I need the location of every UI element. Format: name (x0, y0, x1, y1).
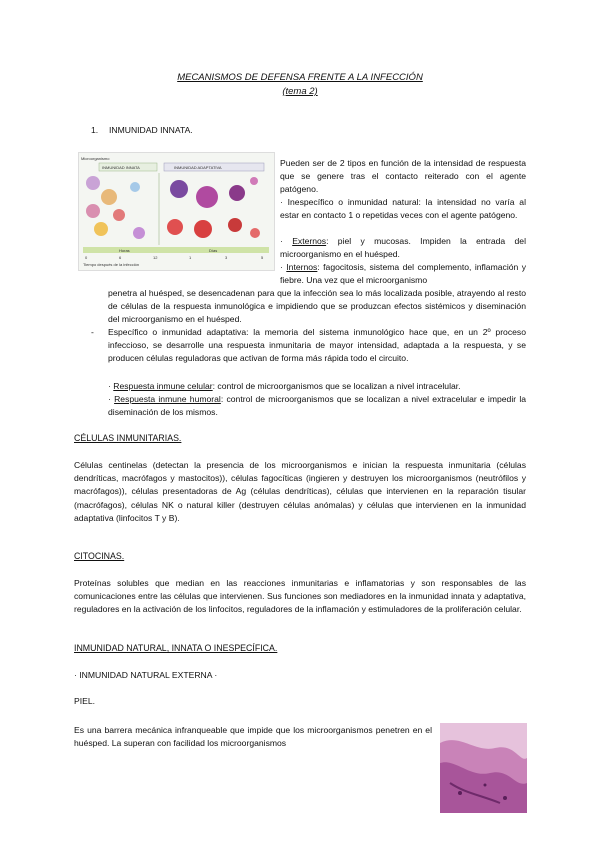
document-subtitle: (tema 2) (282, 86, 318, 97)
immunity-timeline-graphic (79, 153, 274, 270)
celulas-heading: CÉLULAS INMUNITARIAS. (74, 433, 182, 443)
externos-text: : piel y mucosas. Impiden la entrada del microorganismo en el huésped. (280, 236, 526, 260)
internos-paragraph (280, 261, 526, 287)
label-microorganism: Microorganismo (81, 156, 110, 161)
tick-1: 1 (189, 255, 192, 260)
cell-complement (133, 227, 145, 239)
cell-t-lymphocyte (167, 219, 183, 235)
tick-12: 12 (153, 255, 158, 260)
celular-label: Respuesta inmune celular (113, 381, 213, 391)
intro-paragraph: Pueden ser de 2 tipos en función de la intensidad de respuesta que se genere tras el contacto reiterado con el agente patógeno. (280, 158, 526, 195)
tick-5: 5 (261, 255, 264, 260)
celular-text: : control de microorganismos que se localizan a nivel intracelular. (212, 381, 461, 391)
label-innate: INMUNIDAD INNATA (102, 165, 140, 170)
cell-b-lymphocyte (170, 180, 188, 198)
cell-effector-t (194, 220, 212, 238)
dash-marker: - (91, 327, 94, 337)
immunity-timeline-figure (78, 152, 275, 271)
cell-effector-t-3 (250, 228, 260, 238)
cell-antibody-small (250, 177, 258, 185)
time-axis-bar (83, 247, 269, 253)
dot-marker: · (108, 381, 111, 391)
cell-mast (130, 182, 140, 192)
tick-6: 6 (119, 255, 122, 260)
document-title: MECANISMOS DE DEFENSA FRENTE A LA INFECCIÓN (177, 72, 423, 83)
tick-3: 3 (225, 255, 228, 260)
dot-marker: · (280, 236, 283, 246)
cell-nk (113, 209, 125, 221)
axis-label-horas: Horas (119, 248, 130, 253)
tick-0: 0 (85, 255, 88, 260)
label-adaptive: INMUNIDAD ADAPTATIVA (174, 165, 222, 170)
inespecifico-paragraph: · Inespecífico o inmunidad natural: la intensidad no varía al estar en contacto 1 o repetidas veces con el agente patógeno. (280, 197, 526, 221)
dot-marker: · (108, 394, 111, 404)
internos-continuation: penetra al huésped, se desencadenan para que la infección sea lo más localizada posible, atrayendo al resto de células de la respuesta inmunológica e impidiendo que se produzcan efectos sistémicos y diseminación del microorganismo en el huésped. (108, 288, 526, 325)
cell-effector-t-2 (228, 218, 242, 232)
piel-heading: PIEL. (74, 696, 96, 706)
celulas-paragraph: Células centinelas (detectan la presencia de los microorganismos e inician la respuesta inmunitaria (células dendríticas, macrófagos y mastocitos)), células fagocíticas (ingieren y destruyen los microorganismos (neutrófilos y macrófagos)), células presentadoras de Ag (células dendríticas), células que intervienen en la reparación tisular (macrófagos), células NK o natural killer (destruyen células anómalas) y células que intervienen en la inmunidad adaptativa (linfocitos T y B). (74, 460, 526, 523)
cell-neutrophil (86, 204, 100, 218)
inmunidad-natural-heading: INMUNIDAD NATURAL, INNATA O INESPECÍFICA. (74, 643, 278, 653)
humoral-text: : control de microorganismos que se localizan a nivel extracelular e impedir la diseminación de los mismos. (108, 394, 527, 418)
section-number: 1. (91, 125, 99, 135)
cell-macrophage (101, 189, 117, 205)
citocinas-paragraph: Proteínas solubles que median en las reacciones inmunitarias e inflamatorias y son responsables de las comunicaciones entre las células que intervienen. Sus funciones son mediadores en la inmunidad innata y adaptativa, reguladores en la activación de los linfocitos, reguladores de la inflamación y estimuladores de la proliferación celular. (74, 578, 526, 615)
cell-dendritic (94, 222, 108, 236)
cell-antibody (229, 185, 245, 201)
humoral-paragraph (108, 393, 526, 419)
externos-label: Externos (292, 236, 327, 246)
piel-paragraph: Es una barrera mecánica infranqueable que impide que los microorganismos penetren en el huésped. La superan con facilidad los microorganismos (74, 725, 432, 749)
axis-title: Tiempo después de la infección (83, 262, 140, 267)
skin-histology-image (440, 723, 527, 813)
section-heading: INMUNIDAD INNATA. (109, 125, 193, 135)
citocinas-heading: CITOCINAS. (74, 551, 125, 561)
cell-microorganism (86, 176, 100, 190)
inmunidad-externa-subheading: · INMUNIDAD NATURAL EXTERNA · (74, 670, 218, 680)
celular-paragraph (108, 380, 526, 393)
externos-paragraph (280, 235, 526, 261)
skin-histology-graphic (440, 723, 527, 813)
especifico-paragraph: Específico o inmunidad adaptativa: la memoria del sistema inmunológico hace que, en un 2º proceso infeccioso, se desarrolle una respuesta inmunitaria de mayor intensidad, adaptada a la respuesta, y se producen células reguladoras que activan de forma más rápida todo el circuito. (108, 327, 526, 364)
internos-text: : fagocitosis, sistema del complemento, inflamación y fiebre. Una vez que el microorganismo (280, 262, 526, 286)
internos-label: Internos (286, 262, 318, 272)
axis-label-dias: Días (209, 248, 218, 253)
humoral-label: Respuesta inmune humoral (114, 394, 221, 404)
dot-marker: · (280, 262, 283, 272)
cell-plasma (196, 186, 218, 208)
